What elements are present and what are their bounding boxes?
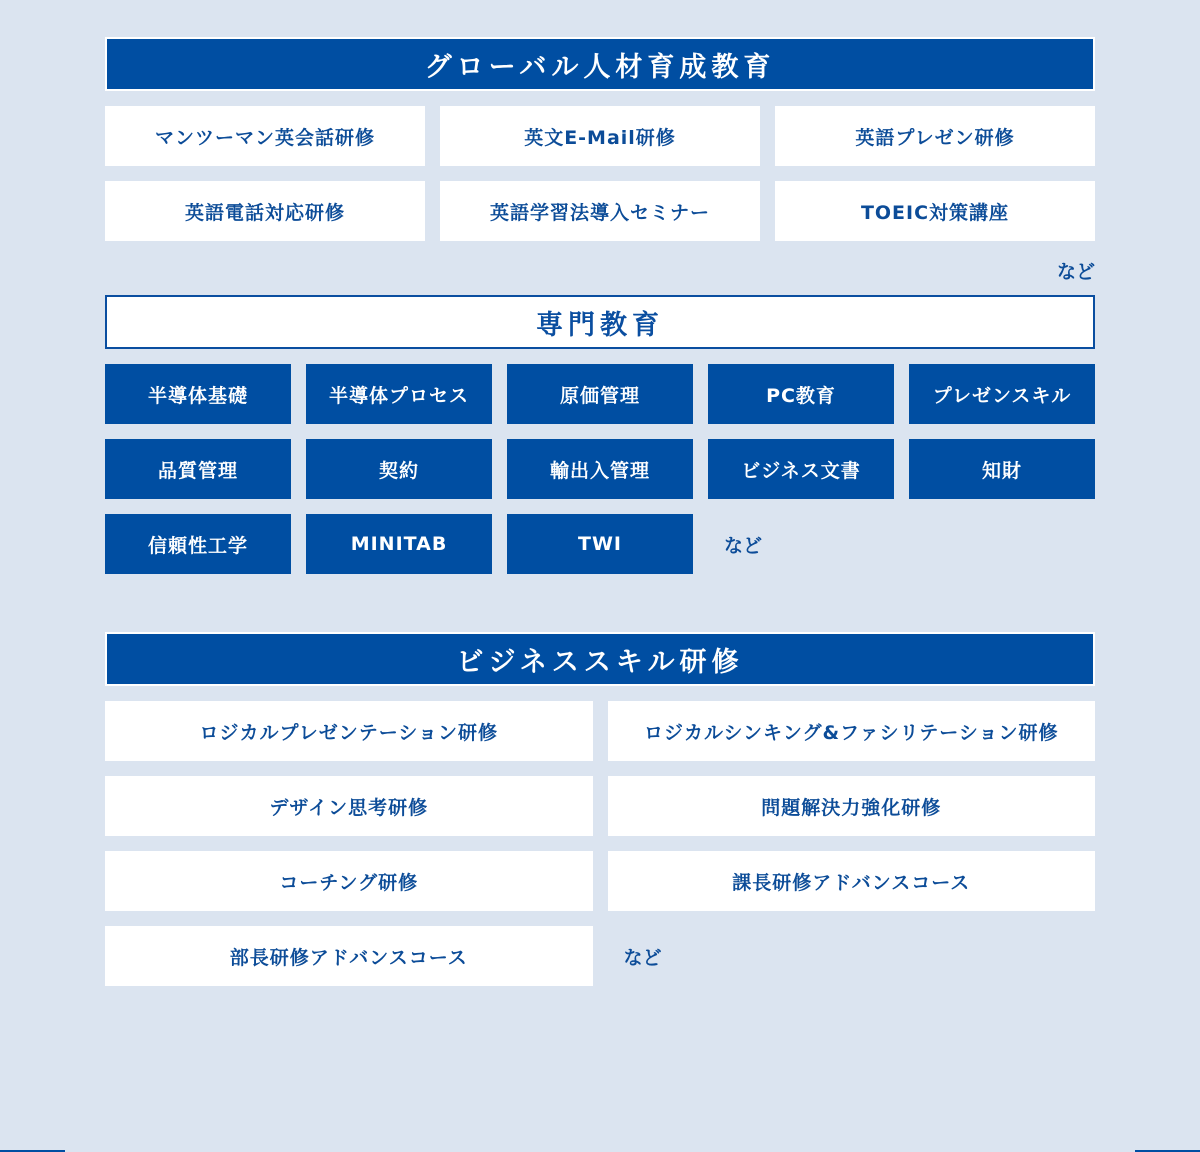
course-item[interactable]: 知財 (909, 439, 1095, 499)
business-etc-label: など (623, 946, 662, 969)
course-item[interactable]: 課長研修アドバンスコース (608, 851, 1096, 911)
course-item[interactable]: マンツーマン英会話研修 (105, 106, 425, 166)
course-item[interactable]: デザイン思考研修 (105, 776, 593, 836)
training-catalog (105, 37, 1095, 986)
course-item[interactable]: 原価管理 (507, 364, 693, 424)
specialized-section-title: 専門教育 (105, 295, 1095, 349)
global-course-grid (105, 106, 1095, 241)
course-item[interactable]: 英語プレゼン研修 (775, 106, 1095, 166)
business-section-title: ビジネススキル研修 (105, 632, 1095, 686)
course-item[interactable]: 半導体基礎 (105, 364, 291, 424)
course-item[interactable]: 輸出入管理 (507, 439, 693, 499)
course-item[interactable]: コーチング研修 (105, 851, 593, 911)
course-item[interactable]: ロジカルプレゼンテーション研修 (105, 701, 593, 761)
course-item[interactable]: TWI (507, 514, 693, 574)
business-course-grid (105, 701, 1095, 986)
course-item[interactable]: 英語電話対応研修 (105, 181, 425, 241)
specialized-etc-label: など (724, 534, 763, 557)
course-item[interactable]: 品質管理 (105, 439, 291, 499)
course-item[interactable]: 信頼性工学 (105, 514, 291, 574)
global-etc-label: など (1056, 261, 1095, 283)
course-item[interactable]: TOEIC対策講座 (775, 181, 1095, 241)
course-item[interactable]: 問題解決力強化研修 (608, 776, 1096, 836)
course-item[interactable]: 英語学習法導入セミナー (440, 181, 760, 241)
specialized-course-grid (105, 364, 1095, 574)
global-section-title: グローバル人材育成教育 (105, 37, 1095, 91)
course-item[interactable]: ロジカルシンキング&ファシリテーション研修 (608, 701, 1096, 761)
course-item[interactable]: 半導体プロセス (306, 364, 492, 424)
course-item[interactable]: MINITAB (306, 514, 492, 574)
course-item[interactable]: 部長研修アドバンスコース (105, 926, 593, 986)
course-item[interactable]: 英文E-Mail研修 (440, 106, 760, 166)
course-item[interactable]: ビジネス文書 (708, 439, 894, 499)
course-item[interactable]: 契約 (306, 439, 492, 499)
course-item[interactable]: PC教育 (708, 364, 894, 424)
course-item[interactable]: プレゼンスキル (909, 364, 1095, 424)
